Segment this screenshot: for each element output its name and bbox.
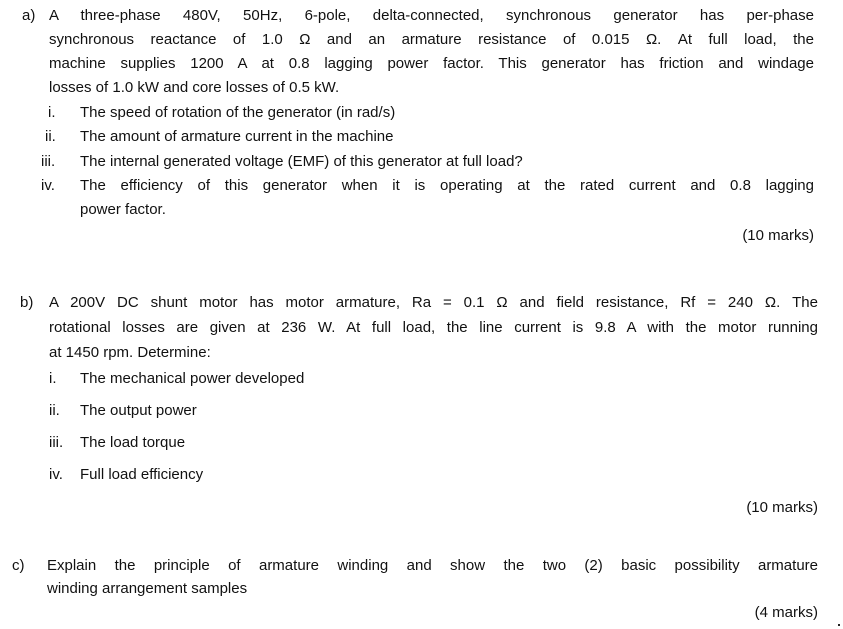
question-a-item-text: The speed of rotation of the generator (in rad/s)	[80, 104, 396, 121]
question-a-marks: (10 marks)	[742, 227, 814, 244]
question-b-item-numeral: i.	[49, 370, 57, 387]
question-b-item-numeral: iv.	[49, 466, 63, 483]
question-a-item-numeral: i.	[48, 104, 56, 121]
question-a-item-numeral: iii.	[41, 153, 56, 170]
question-a-stem-line: synchronous reactance of 1.0 Ω and an armature resistance of 0.015 Ω. At full load, the	[49, 31, 814, 48]
question-b-item-text: The output power	[80, 402, 197, 419]
corner-dot	[838, 624, 840, 626]
question-b-item-text: The mechanical power developed	[80, 370, 305, 387]
question-a-stem-line: A three-phase 480V, 50Hz, 6-pole, delta-connected, synchronous generator has per-phase	[49, 7, 814, 24]
question-a-stem-line: losses of 1.0 kW and core losses of 0.5 kW.	[49, 79, 340, 96]
question-b-stem-line: A 200V DC shunt motor has motor armature, Ra = 0.1 Ω and field resistance, Rf = 240 Ω. The	[49, 294, 818, 311]
question-b-item-numeral: ii.	[49, 402, 60, 419]
question-a-item-text: power factor.	[80, 201, 166, 218]
question-b-marks: (10 marks)	[746, 499, 818, 516]
question-a-stem-line: machine supplies 1200 A at 0.8 lagging power factor. This generator has friction and windage	[49, 55, 814, 72]
question-a-item-text: The efficiency of this generator when it is operating at the rated current and 0.8 lagging	[80, 177, 814, 194]
question-a-item-text: The amount of armature current in the machine	[80, 128, 394, 145]
question-b-stem-line: rotational losses are given at 236 W. At full load, the line current is 9.8 A with the motor running	[49, 319, 818, 336]
question-b-label: b)	[20, 294, 34, 311]
question-b-item-numeral: iii.	[49, 434, 64, 451]
question-c-stem-line: Explain the principle of armature winding and show the two (2) basic possibility armature	[47, 557, 818, 574]
question-a-item-numeral: ii.	[45, 128, 56, 145]
question-a-item-text: The internal generated voltage (EMF) of this generator at full load?	[80, 153, 523, 170]
question-b-item-text: The load torque	[80, 434, 186, 451]
question-b-item-text: Full load efficiency	[80, 466, 204, 483]
question-a-label: a)	[22, 7, 36, 24]
question-b-stem-line: at 1450 rpm. Determine:	[49, 344, 211, 361]
question-c-label: c)	[12, 557, 25, 574]
question-c-marks: (4 marks)	[754, 604, 818, 621]
question-c-stem-line: winding arrangement samples	[47, 580, 248, 597]
question-a-item-numeral: iv.	[41, 177, 55, 194]
